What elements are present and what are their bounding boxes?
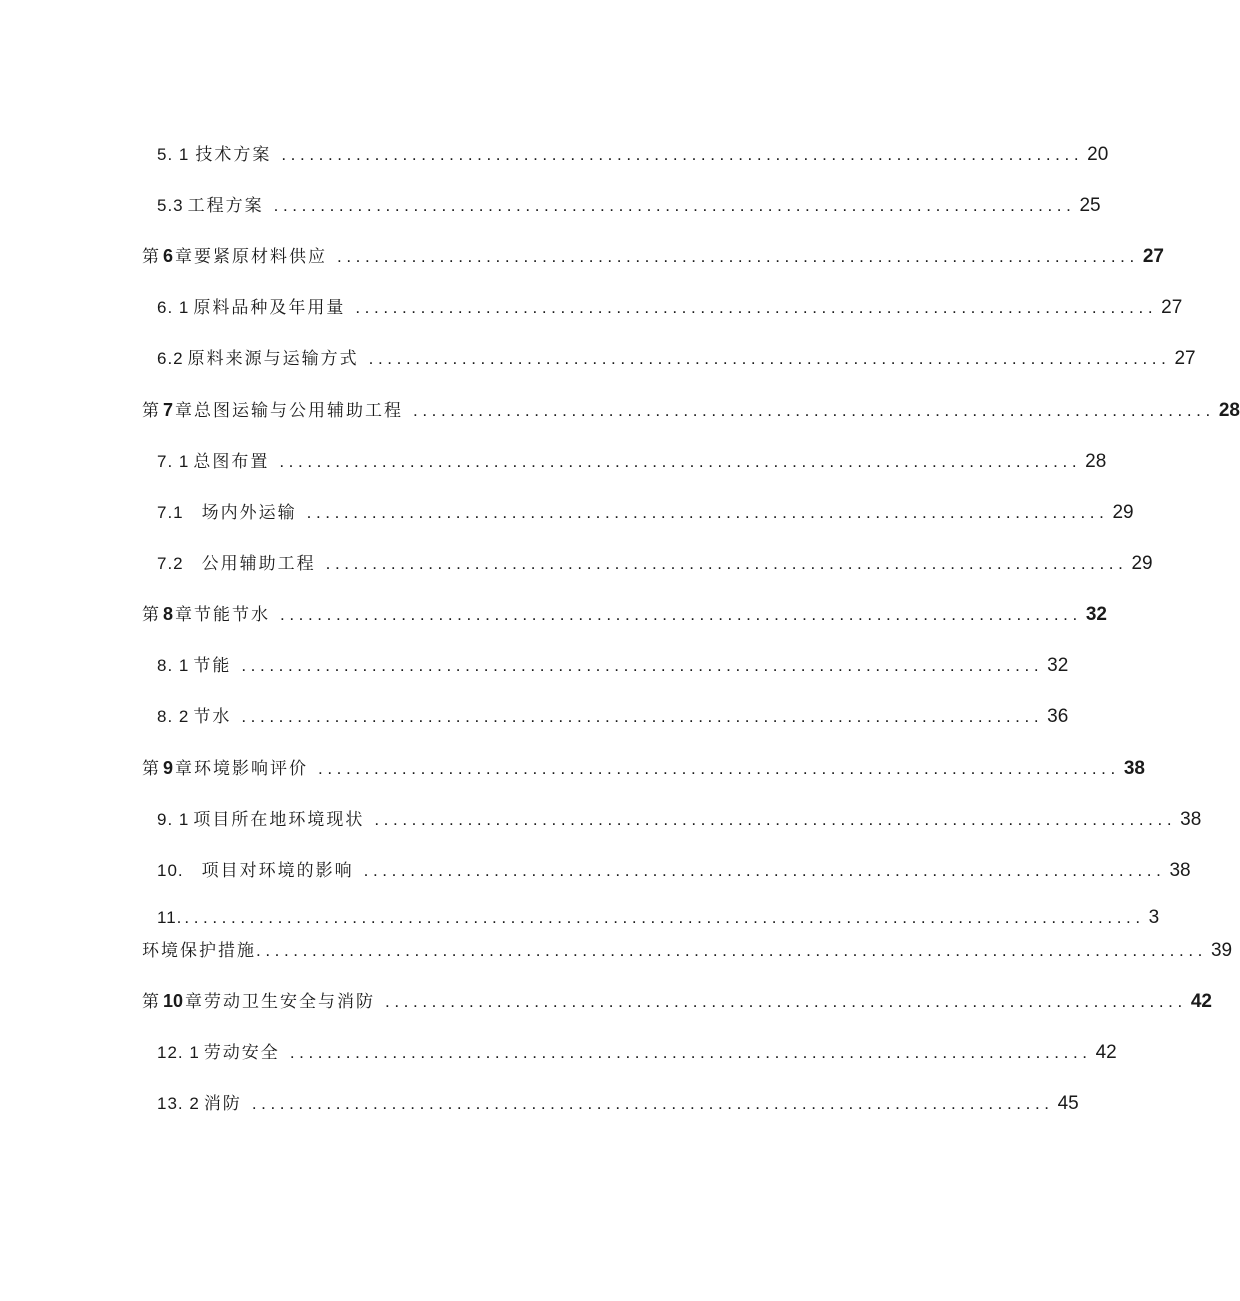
toc-entry-number: 5. 1 — [157, 145, 190, 164]
toc-chapter-prefix: 第 — [142, 992, 161, 1012]
toc-entry-number: 9. 1 — [157, 810, 190, 829]
toc-entry-page: 29 — [1112, 502, 1134, 523]
toc-entry[interactable] — [157, 702, 1069, 728]
toc-entry[interactable] — [157, 344, 1196, 370]
toc-entry-number: 6. 1 — [157, 298, 190, 317]
toc-entry-page: 38 — [1180, 809, 1202, 830]
toc-entry-title: 原料来源与运输方式 — [187, 349, 359, 369]
toc-entry-page: 27 — [1174, 348, 1196, 369]
toc-chapter-number: 9 — [163, 758, 174, 778]
toc-entry[interactable] — [157, 191, 1101, 217]
toc-entry-number: 6.2 — [157, 349, 184, 368]
toc-entry-title: 技术方案 — [195, 145, 272, 165]
toc-chapter-number: 7 — [163, 400, 174, 420]
toc-leader-dots: ...................................................................................... — [318, 759, 1120, 778]
toc-leader-dots: ...................................................................................... — [279, 452, 1082, 471]
toc-entry-number: 10. — [157, 861, 184, 880]
toc-leader-dots: ...................................................................................... — [241, 707, 1044, 726]
toc-entry-number: 7. 1 — [157, 452, 190, 471]
toc-entry-page: 27 — [1161, 297, 1183, 318]
toc-entry-title: 环境保护措施 — [142, 941, 256, 961]
toc-entry-page: 42 — [1190, 991, 1212, 1012]
toc-entry-page: 20 — [1087, 144, 1109, 165]
toc-leader-dots: ...................................................................................... — [281, 145, 1084, 164]
toc-chapter-prefix: 第 — [142, 759, 161, 779]
toc-chapter-prefix: 第 — [142, 605, 161, 625]
toc-leader-dots: ...................................................................................... — [241, 656, 1044, 675]
toc-entry-title: 项目对环境的影响 — [201, 861, 354, 881]
toc-chapter-entry[interactable] — [142, 600, 1107, 626]
toc-entry-title: 总图布置 — [193, 452, 270, 472]
toc-entry[interactable] — [157, 498, 1134, 524]
toc-entry-title: 劳动安全 — [203, 1043, 280, 1063]
toc-entry-page: 3 — [1148, 907, 1160, 928]
toc-entry-page: 45 — [1057, 1093, 1079, 1114]
toc-entry-page: 25 — [1079, 195, 1101, 216]
toc-entry-title: 项目所在地环境现状 — [193, 810, 365, 830]
toc-entry[interactable] — [157, 293, 1183, 319]
toc-entry-page: 32 — [1085, 604, 1107, 625]
toc-leader-dots: ...................................................................................... — [289, 1043, 1092, 1062]
toc-leader-dots: ....................................................................................................... — [184, 908, 1145, 927]
toc-entry-page: 28 — [1218, 400, 1240, 421]
toc-entry-title: 工程方案 — [187, 196, 264, 216]
toc-entry-page: 39 — [1210, 940, 1233, 961]
toc-chapter-entry[interactable] — [142, 242, 1164, 268]
toc-chapter-number: 10 — [163, 991, 184, 1011]
toc-entry-number: 8. 1 — [157, 656, 190, 675]
toc-chapter-number: 6 — [163, 246, 174, 266]
toc-leader-dots: ...................................................................................... — [355, 298, 1158, 317]
toc-entry-title: 章节能节水 — [175, 605, 271, 625]
toc-entry-page: 28 — [1085, 451, 1107, 472]
toc-leader-dots: ...................................................................................... — [325, 554, 1128, 573]
toc-entry-title: 原料品种及年用量 — [193, 298, 346, 318]
toc-entry-page: 38 — [1169, 860, 1191, 881]
toc-entry[interactable] — [157, 651, 1069, 677]
toc-entry-title: 节水 — [193, 707, 232, 727]
toc-entry[interactable] — [157, 549, 1153, 575]
toc-leader-dots: ...................................................................................... — [280, 605, 1082, 624]
toc-entry-page: 27 — [1142, 246, 1164, 267]
toc-leader-dots: ...................................................................................... — [251, 1094, 1054, 1113]
toc-entry-page: 29 — [1131, 553, 1153, 574]
toc-chapter-prefix: 第 — [142, 401, 161, 421]
toc-entry-title: 场内外运输 — [201, 503, 297, 523]
toc-chapter-entry[interactable] — [142, 754, 1145, 780]
toc-entry[interactable] — [157, 1089, 1079, 1115]
toc-entry-number: 13. 2 — [157, 1094, 200, 1113]
toc-entry-number: 8. 2 — [157, 707, 190, 726]
toc-entry-title: 节能 — [193, 656, 232, 676]
toc-leader-dots: ...................................................................................................... — [256, 941, 1207, 960]
toc-entry-page: 38 — [1123, 758, 1145, 779]
toc-chapter-entry[interactable] — [142, 396, 1240, 422]
toc-leader-dots: ...................................................................................... — [385, 992, 1187, 1011]
toc-chapter-number: 8 — [163, 604, 174, 624]
toc-entry[interactable] — [157, 907, 1160, 929]
toc-entry[interactable] — [157, 447, 1107, 473]
toc-leader-dots: ...................................................................................... — [273, 196, 1076, 215]
toc-leader-dots: ...................................................................................... — [363, 861, 1166, 880]
toc-entry-title: 章环境影响评价 — [175, 759, 309, 779]
toc-entry-title: 章总图运输与公用辅助工程 — [175, 401, 404, 421]
toc-entry-page: 36 — [1047, 706, 1069, 727]
toc-entry[interactable] — [157, 805, 1202, 831]
toc-entry-title: 公用辅助工程 — [201, 554, 316, 574]
toc-chapter-entry[interactable] — [142, 987, 1212, 1013]
toc-entry[interactable] — [157, 140, 1109, 166]
toc-entry-number: 11. — [157, 908, 183, 927]
toc-entry-page: 42 — [1095, 1042, 1117, 1063]
toc-entry-number: 7.2 — [157, 554, 184, 573]
toc-entry-number: 12. 1 — [157, 1043, 200, 1062]
toc-chapter-prefix: 第 — [142, 247, 161, 267]
toc-entry-title: 章要紧原材料供应 — [175, 247, 328, 267]
toc-leader-dots: ...................................................................................... — [413, 401, 1215, 420]
toc-entry-page: 32 — [1047, 655, 1069, 676]
toc-entry[interactable] — [157, 856, 1191, 882]
toc-leader-dots: ...................................................................................... — [368, 349, 1171, 368]
toc-entry-title: 章劳动卫生安全与消防 — [185, 992, 376, 1012]
toc-leader-dots: ...................................................................................... — [337, 247, 1139, 266]
toc-entry-number: 5.3 — [157, 196, 184, 215]
toc-leader-dots: ...................................................................................... — [306, 503, 1109, 522]
toc-entry-number: 7.1 — [157, 503, 184, 522]
toc-entry[interactable] — [142, 936, 1233, 962]
toc-leader-dots: ...................................................................................... — [374, 810, 1177, 829]
toc-entry-title: 消防 — [203, 1094, 242, 1114]
toc-entry[interactable] — [157, 1038, 1117, 1064]
